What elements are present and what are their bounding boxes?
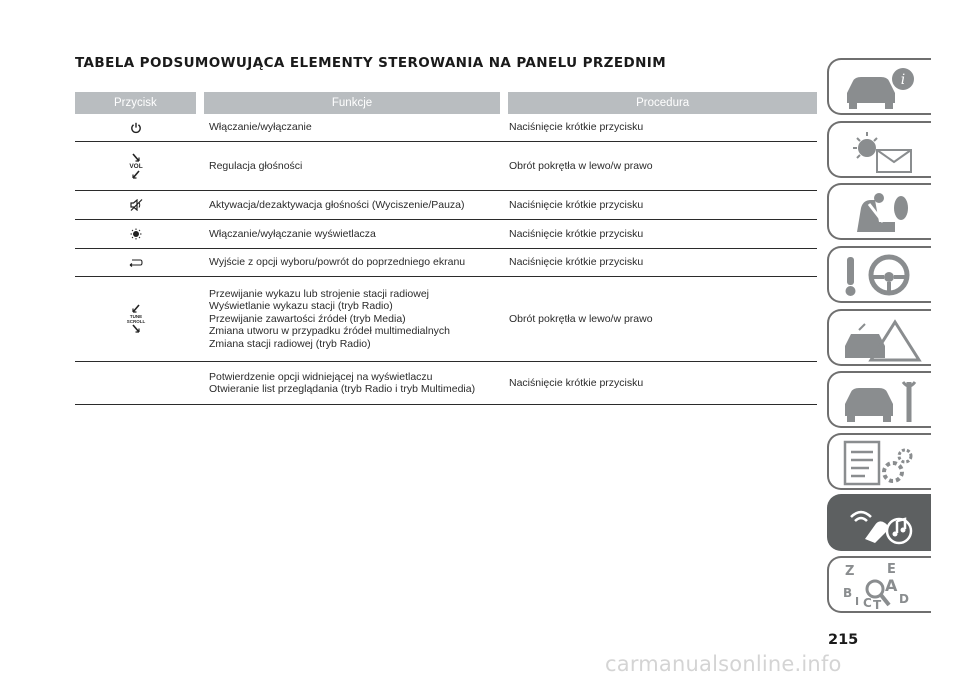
procedure-text: Naciśnięcie krótkie przycisku	[509, 376, 644, 389]
function-text: Włączanie/wyłączanie	[209, 121, 312, 134]
function-text: Regulacja głośności	[209, 159, 303, 172]
procedure-text: Naciśnięcie krótkie przycisku	[509, 198, 644, 211]
procedure-text: Obrót pokrętła w lewo/w prawo	[509, 312, 653, 325]
function-text: Wyjście z opcji wyboru/powrót do poprzedniego ekranu	[209, 256, 466, 269]
svg-text:B: B	[843, 586, 853, 600]
chapter-tabs	[825, 0, 960, 683]
function-text: Otwieranie list przeglądania (tryb Radio i tryb Multimedia)	[209, 383, 476, 395]
page-title: TABELA PODSUMOWUJĄCA ELEMENTY STEROWANIA NA PANELU PRZEDNIM	[75, 55, 667, 71]
table-row	[75, 277, 817, 362]
procedure-text: Naciśnięcie krótkie przycisku	[509, 256, 644, 269]
table-header	[75, 92, 817, 114]
function-text: Aktywacja/dezaktywacja głośności (Wyciszenie/Pauza)	[209, 198, 465, 211]
header-procedure: Procedura	[636, 97, 690, 109]
svg-text:i: i	[900, 72, 906, 88]
table-row	[75, 191, 817, 220]
table-row	[75, 220, 817, 249]
function-text: Zmiana stacji radiowej (tryb Radio)	[209, 337, 371, 350]
power-icon	[75, 122, 197, 134]
svg-text:C: C	[863, 596, 872, 610]
controls-table	[75, 92, 817, 405]
procedure-text: Naciśnięcie krótkie przycisku	[509, 121, 644, 134]
function-text: Zmiana utworu w przypadku źródeł multimedialnych	[209, 325, 451, 338]
header-button: Przycisk	[113, 97, 157, 109]
volume-knob-icon	[129, 153, 142, 180]
mute-icon	[75, 199, 197, 211]
header-functions: Funkcje	[331, 97, 373, 109]
tune-scroll-knob-icon	[125, 304, 147, 334]
function-text: Przewijanie wykazu lub strojenie stacji radiowej	[209, 287, 430, 300]
function-text: Wyświetlanie wykazu stacji (tryb Radio)	[209, 300, 393, 313]
steering-key-icon[interactable]	[827, 246, 931, 303]
table-row	[75, 142, 817, 191]
tune-scroll-label: TUNE SCROLL	[126, 314, 146, 324]
svg-text:D: D	[899, 592, 909, 606]
back-arrow-icon	[75, 258, 197, 267]
seat-safety-icon[interactable]	[827, 183, 931, 240]
multimedia-icon[interactable]	[827, 494, 931, 551]
index-icon[interactable]	[827, 556, 931, 613]
warning-lights-icon[interactable]	[827, 121, 931, 178]
procedure-text: Naciśnięcie krótkie przycisku	[509, 227, 644, 240]
svg-text:T: T	[873, 598, 882, 611]
vol-label: VOL	[129, 162, 143, 170]
table-row	[75, 249, 817, 277]
svg-text:A: A	[885, 576, 898, 595]
function-text: Potwierdzenie opcji widniejącej na wyświetlaczu	[209, 370, 433, 383]
car-info-icon[interactable]	[827, 58, 931, 115]
table-row	[75, 114, 817, 142]
display-brightness-icon	[75, 228, 197, 240]
svg-text:E: E	[887, 562, 896, 577]
technical-data-icon[interactable]	[827, 433, 931, 490]
table-row	[75, 362, 817, 405]
maintenance-icon[interactable]	[827, 371, 931, 428]
procedure-text: Obrót pokrętła w lewo/w prawo	[509, 159, 653, 172]
svg-text:Z: Z	[845, 564, 855, 579]
watermark: carmanualsonline.info	[605, 652, 842, 676]
page-number: 215	[828, 632, 859, 648]
svg-text:I: I	[855, 595, 860, 608]
function-text: Włączanie/wyłączanie wyświetlacza	[209, 227, 376, 240]
function-text: Przewijanie zawartości źródeł (tryb Media)	[209, 312, 406, 325]
emergency-icon[interactable]	[827, 309, 931, 366]
